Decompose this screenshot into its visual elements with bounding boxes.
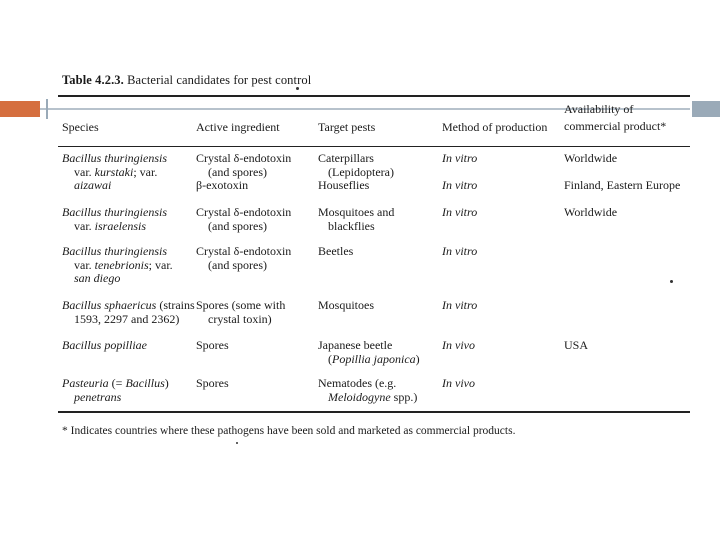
table-number: Table 4.2.3. [62,73,124,87]
row-5-availability: USA [564,338,589,352]
scan-speck [236,442,238,444]
row-2-active-ingredient: Crystal δ-endotoxin (and spores) [196,205,292,233]
column-header-target-pests: Target pests [318,120,376,134]
row-2-species: Bacillus thuringiensis var. israelensis [62,205,167,233]
table-top-rule [58,95,690,97]
row-1-method: In vitro In vitro [442,151,478,192]
row-1-target-pests: Caterpillars (Lepidoptera) Houseflies [318,151,394,192]
column-header-active-ingredient: Active ingredient [196,120,280,134]
slide-accent-left [0,101,40,117]
column-header-method: Method of production [442,120,548,134]
table-title: Bacterial candidates for pest control [127,73,312,87]
row-4-species: Bacillus sphaericus (strains 1593, 2297 and 2362) [62,298,195,326]
table-bottom-rule [58,411,690,413]
column-header-species: Species [62,120,99,134]
row-4-method: In vitro [442,298,478,312]
table-footnote: * Indicates countries where these pathogens have been sold and marketed as commercial products. [62,425,516,437]
row-5-method: In vivo [442,338,475,352]
row-6-target-pests: Nematodes (e.g. Meloidogyne spp.) [318,376,418,404]
row-5-target-pests: Japanese beetle (Popillia japonica) [318,338,420,366]
row-6-species: Pasteuria (= Bacillus) penetrans [62,376,169,404]
slide-accent-tick [46,99,48,119]
row-5-species: Bacillus popilliae [62,338,147,352]
row-3-method: In vitro [442,244,478,258]
row-1-active-ingredient: Crystal δ-endotoxin (and spores) β-exotoxin [196,151,292,192]
scanned-table [52,66,692,446]
column-header-availability: Availability of commercial product* [564,102,667,133]
slide-accent-right [692,101,720,117]
row-3-species: Bacillus thuringiensis var. tenebrionis; var. san diego [62,244,173,285]
row-2-availability: Worldwide [564,205,618,219]
scan-speck [670,280,673,283]
row-3-target-pests: Beetles [318,244,354,258]
row-2-method: In vitro [442,205,478,219]
row-2-target-pests: Mosquitoes and blackflies [318,205,395,233]
row-6-active-ingredient: Spores [196,376,229,390]
table-caption [62,73,311,88]
row-1-species: Bacillus thuringiensis var. kurstaki; var. aizawai [62,151,167,192]
row-3-active-ingredient: Crystal δ-endotoxin (and spores) [196,244,292,272]
row-4-active-ingredient: Spores (some with crystal toxin) [196,298,286,326]
row-4-target-pests: Mosquitoes [318,298,375,312]
row-6-method: In vivo [442,376,475,390]
table-header-rule [58,146,690,147]
row-1-availability: Worldwide Finland, Eastern Europe [564,151,681,192]
row-5-active-ingredient: Spores [196,338,229,352]
scan-speck [296,87,299,90]
